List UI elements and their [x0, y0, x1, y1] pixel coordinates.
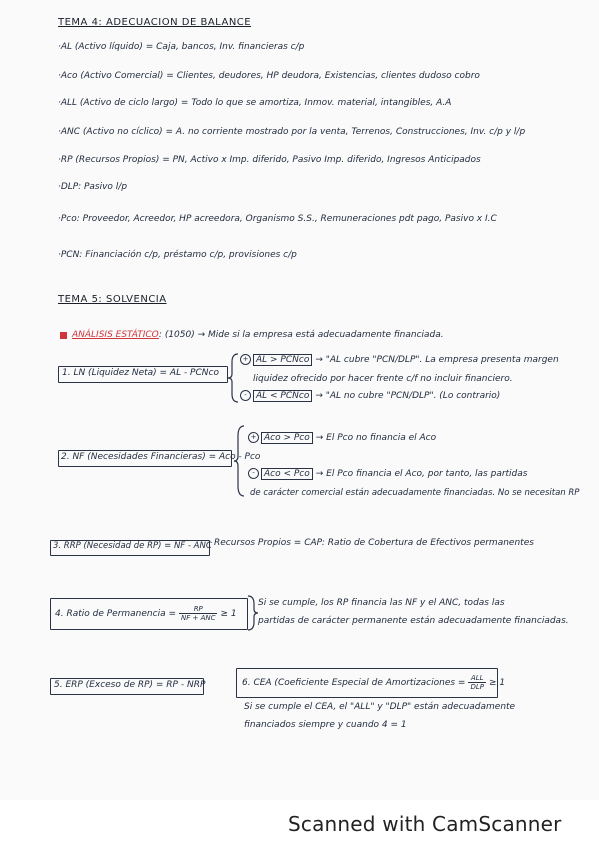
- analisis-estatico-label: ANÁLISIS ESTÁTICO: [72, 330, 159, 340]
- nrp-text: Recursos Propios = CAP: Ratio de Cobertura de Efectivos permanentes: [214, 538, 534, 548]
- nf-positive-text: → El Pco no financia el Aco: [315, 433, 437, 443]
- tema4-line-al: ·AL (Activo líquido) = Caja, bancos, Inv. financieras c/p: [58, 42, 305, 52]
- red-bullet-square: [60, 332, 67, 339]
- erp-formula: 5. ERP (Exceso de RP) = RP - NRP: [54, 680, 206, 690]
- cea-denominator: DLP: [470, 683, 484, 691]
- ln-branch-negative: [240, 390, 500, 402]
- nf-negative-condition: Aco < Pco: [261, 468, 313, 480]
- tema4-line-all: ·ALL (Activo de ciclo largo) = Todo lo que se amortiza, Inmov. material, intangibles, A.A: [58, 98, 452, 108]
- ratio-permanencia-denominator: NF + ANC: [180, 614, 216, 622]
- cea-fraction: [468, 674, 486, 691]
- nf-branch-positive: [248, 432, 436, 444]
- nf-negative-text: → El Pco financia el Aco, por tanto, las partidas: [315, 469, 528, 479]
- tema4-line-anc: ·ANC (Activo no cíclico) = A. no corriente mostrado por la venta, Terrenos, Construcciones, Inv. c/p y l/p: [58, 127, 526, 137]
- ratio-permanencia-label: 4. Ratio de Permanencia =: [55, 609, 176, 619]
- nf-branch-negative: [248, 468, 527, 480]
- cea-text-2: financiados siempre y cuando 4 = 1: [244, 720, 407, 730]
- tema4-line-aco: ·Aco (Activo Comercial) = Clientes, deudores, HP deudora, Existencias, clientes dudoso cobro: [58, 71, 480, 81]
- ratio-permanencia-text-1: Si se cumple, los RP financia las NF y el ANC, todas las: [258, 598, 505, 608]
- ln-negative-text: → "AL no cubre "PCN/DLP". (Lo contrario): [315, 391, 501, 401]
- tema4-line-rp: ·RP (Recursos Propios) = PN, Activo x Imp. diferido, Pasivo Imp. diferido, Ingresos Anticipados: [58, 155, 481, 165]
- ln-branch-positive: [240, 354, 559, 366]
- plus-circle-icon: +: [240, 354, 251, 365]
- ratio-permanencia-formula: [55, 605, 237, 622]
- ratio-permanencia-brace: [246, 594, 258, 632]
- analisis-estatico-desc: : (1050) → Mide si la empresa está adecuadamente financiada.: [158, 330, 444, 340]
- ln-formula: 1. LN (Liquidez Neta) = AL - PCNco: [62, 368, 219, 378]
- tema4-title: TEMA 4: ADECUACION DE BALANCE: [58, 17, 252, 28]
- ln-positive-text: → "AL cubre "PCN/DLP". La empresa presenta margen: [315, 355, 559, 365]
- ratio-permanencia-text-2: partidas de carácter permanente están adecuadamente financiadas.: [258, 616, 569, 626]
- nf-negative-text-2: de carácter comercial están adecuadamente financiadas. No se necesitan RP: [250, 488, 580, 498]
- tema4-line-dlp: ·DLP: Pasivo l/p: [58, 182, 128, 192]
- ratio-permanencia-numerator: RP: [179, 605, 218, 614]
- analisis-estatico-line: [72, 330, 444, 341]
- cea-formula: [242, 674, 505, 691]
- nf-positive-condition: Aco > Pco: [261, 432, 313, 444]
- minus-circle-icon: -: [240, 390, 251, 401]
- minus-circle-icon: -: [248, 468, 259, 479]
- ln-positive-text-2: liquidez ofrecido por hacer frente c/f no incluir financiero.: [253, 374, 513, 384]
- cea-label: 6. CEA (Coeficiente Especial de Amortizaciones =: [242, 678, 466, 688]
- ln-brace: [228, 352, 240, 404]
- nf-formula: 2. NF (Necesidades Financieras) = Aco - Pco: [61, 452, 261, 462]
- cea-numerator: ALL: [468, 674, 486, 683]
- tema4-line-pco: ·Pco: Proveedor, Acreedor, HP acreedora, Organismo S.S., Remuneraciones pdt pago, Pasivo x I.C: [58, 214, 497, 224]
- ratio-permanencia-threshold: ≥ 1: [220, 609, 237, 619]
- tema5-title: TEMA 5: SOLVENCIA: [58, 294, 167, 305]
- cea-threshold: ≥ 1: [488, 678, 506, 688]
- ln-negative-condition: AL < PCNco: [253, 390, 312, 402]
- scanner-watermark: Scanned with CamScanner: [288, 812, 562, 836]
- ln-positive-condition: AL > PCNco: [253, 354, 312, 366]
- ratio-permanencia-fraction: [179, 605, 218, 622]
- cea-text-1: Si se cumple el CEA, el "ALL" y "DLP" están adecuadamente: [244, 702, 516, 712]
- tema4-line-pcn: ·PCN: Financiación c/p, préstamo c/p, provisiones c/p: [58, 250, 297, 260]
- plus-circle-icon: +: [248, 432, 259, 443]
- nf-brace: [234, 424, 246, 498]
- nrp-formula: 3. RRP (Necesidad de RP) = NF - ANC: [53, 541, 212, 551]
